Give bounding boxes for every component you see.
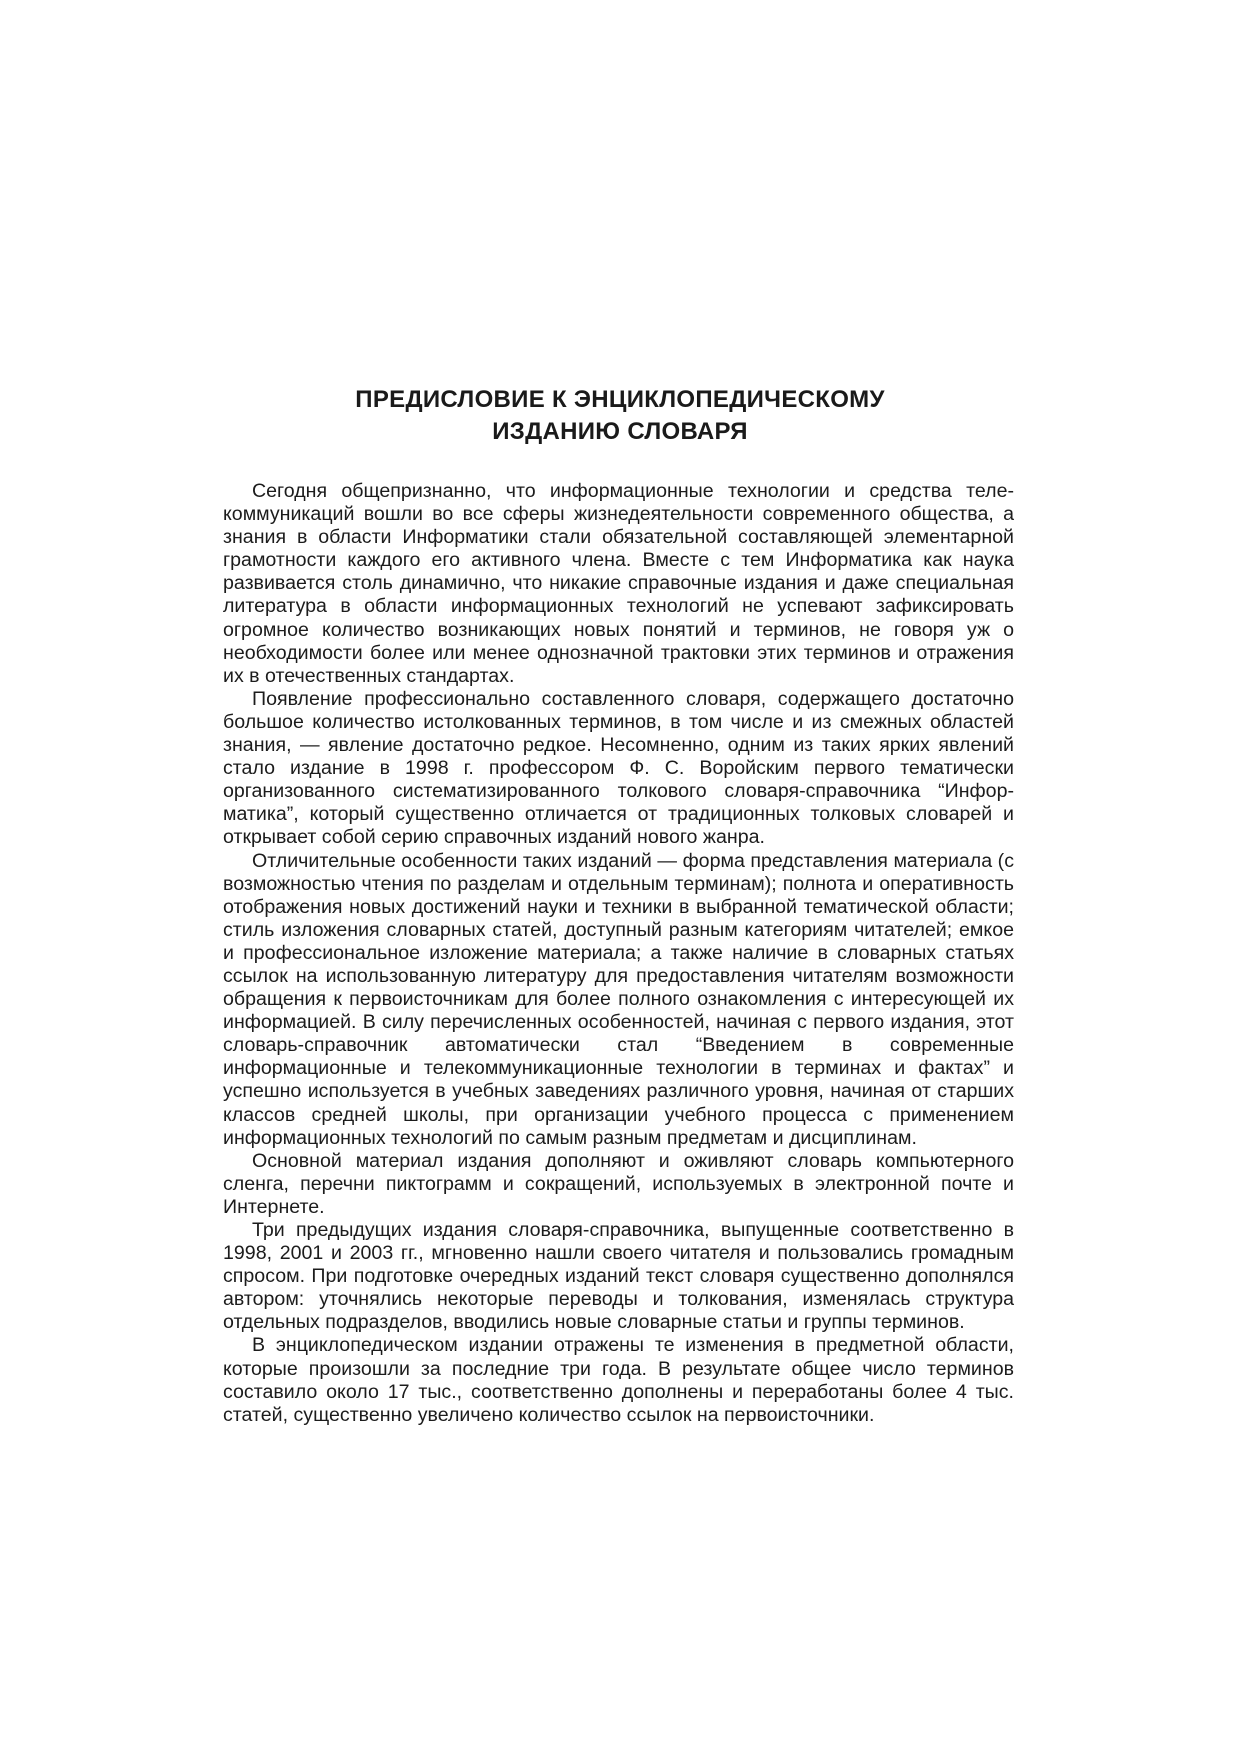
paragraph: Появление профессионально составленного словаря, содержащего достаточно большое количество истолкованных терминов, в том числе и из смежных областей знания, — явление достаточно редкое. Несомненно, одним из таких ярких явлений стало издание в 1998 г. профессором Ф. С. Воройским первого тематически организованного систематизированного толкового словаря-справочника “Информатика”, который существенно отличается от традиционных толковых словарей и открывает собой серию справочных изданий нового жанра. [223,687,1014,849]
paragraph: Отличительные особенности таких изданий — форма представления материала (с возможностью чтения по разделам и отдельным терминам); полнота и оперативность отображения новых достижений науки и техники в выбранной тематической области; стиль изложения словарных статей, доступный разным категориям читателей; емкое и профессиональное изложение материала; а также наличие в словарных статьях ссылок на использованную литературу для предоставления читателям возможности обращения к первоисточникам для более полного ознакомления с интересующей их информацией. В силу перечисленных особенностей, начиная с первого издания, этот словарь-справочник автоматически стал “Введением в современные информационные и телекоммуникационные технологии в терминах и фактах” и успешно используется в учебных заведениях различного уровня, начиная от старших классов средней школы, при организации учебного процесса с применением информационных технологий по самым разным предметам и дисциплинам. [223,849,1014,1149]
title-line-1: ПРЕДИСЛОВИЕ К ЭНЦИКЛОПЕДИЧЕСКОМУ [355,386,885,413]
title-line-2: ИЗДАНИЮ СЛОВАРЯ [492,418,748,445]
paragraph: В энциклопедическом издании отражены те изменения в предметной области, которые произошли за последние три года. В результате общее число терминов составило около 17 тыс., соответственно дополнены и переработаны более 4 тыс. статей, существенно увеличено количество ссылок на первоисточники. [223,1334,1014,1426]
paragraph: Сегодня общепризнанно, что информационные технологии и средства телекоммуникаций вошли во все сферы жизнедеятельности современного общества, а знания в области Информатики стали обязательной составляющей элементарной грамотности каждого его активного члена. Вместе с тем Информатика как наука развивается столь динамично, что никакие справочные издания и даже специальная литература в области информационных технологий не успевают зафиксировать огромное количество возникающих новых понятий и терминов, не говоря уж о необходимости более или менее однозначной трактовки этих терминов и отражения их в отечественных стандартах. [223,480,1014,687]
body-text [223,480,1014,1427]
page-title [0,384,1240,448]
paragraph: Основной материал издания дополняют и оживляют словарь компьютерного сленга, перечни пиктограмм и сокращений, используемых в электронной почте и Интернете. [223,1149,1014,1218]
paragraph: Три предыдущих издания словаря-справочника, выпущенные соответственно в 1998, 2001 и 2003 гг., мгновенно нашли своего читателя и пользовались громадным спросом. При подготовке очередных изданий текст словаря существенно дополнялся автором: уточнялись некоторые переводы и толкования, изменялась структура отдельных подразделов, вводились новые словарные статьи и группы терминов. [223,1219,1014,1334]
